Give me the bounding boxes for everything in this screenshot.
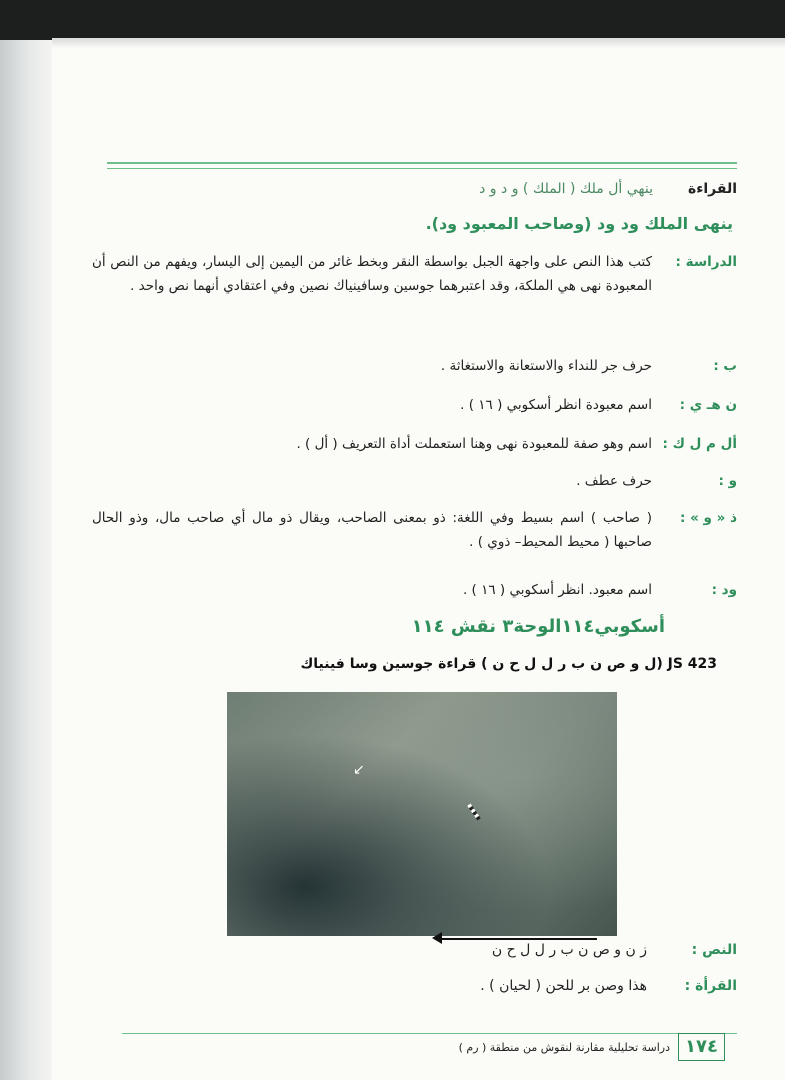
row-label: أل م ل ك : (662, 436, 737, 452)
row-text: ( صاحب ) اسم بسيط وفي اللغة: ذو بمعنى الصاحب، ويقال ذو مال أي صاحب مال، وذو الحال صاحبها ( محيط المحيط– ذوي ) . (92, 510, 652, 550)
row-label: و : (718, 473, 737, 489)
row-label: ود : (711, 582, 737, 598)
row-text: حرف جر للنداء والاستعانة والاستغاثة . (440, 358, 652, 374)
inscription-reference: JS 423 (ل و ص ن ب ر ل ل ح ن ) قراءة جوسين وسا فينياك (300, 656, 717, 672)
reading-row (480, 978, 737, 994)
row-label: ذ « و » : (680, 510, 737, 526)
page-footer (459, 1033, 725, 1061)
row-text: حرف عطف . (576, 473, 652, 489)
reading-header (152, 178, 737, 200)
photo-arrow-icon: ↙ (353, 762, 365, 778)
reading-label: القراءة (687, 181, 737, 197)
row-text: اسم وهو صفة للمعبودة نهى وهنا استعملت أداة التعريف ( أل ) . (296, 436, 652, 452)
meaning-heading: ينهى الملك ود ود (وصاحب المعبود ود). (425, 214, 733, 233)
row-text: كتب هذا النص على واجهة الجبل بواسطة النقر وبخط غائر من اليمين إلى اليسار، ويفهم من النص أن المعبودة نهى هي الملكة، وقد اعتبرهما جوسين وسافينياك نصين وفي اعتقادي أنهما نص واحد . (92, 254, 652, 294)
row-label: ن هـ ي : (679, 397, 737, 413)
page-number: ١٧٤ (678, 1033, 725, 1061)
reading-value: هذا وصن بر للحن ( لحيان ) . (480, 978, 647, 994)
page-edge (52, 38, 785, 48)
section-title: أسكوبي١١٤الوحة٣ نقش ١١٤ (411, 616, 665, 637)
row-almlk (92, 432, 737, 456)
reading-text: ينهي أل ملك ( الملك ) و د و د (479, 181, 653, 197)
top-rule-thin (107, 168, 737, 169)
book-page (52, 38, 785, 1080)
direction-arrow-line (437, 938, 597, 940)
row-label: الدراسة : (675, 254, 737, 270)
reading-label-bottom: القرأة : (684, 978, 737, 994)
text-label: النص : (691, 942, 737, 958)
row-nhy (92, 393, 737, 417)
inscription-photo (227, 692, 617, 936)
direction-arrow-icon (432, 932, 442, 944)
study-row (92, 250, 737, 298)
row-waw (92, 469, 737, 493)
text-row (492, 942, 737, 958)
row-dhu (92, 506, 737, 554)
row-text: اسم معبود. انظر أسكوبي ( ١٦ ) . (462, 582, 652, 598)
top-rule (107, 162, 737, 164)
row-text: اسم معبودة انظر أسكوبي ( ١٦ ) . (460, 397, 652, 413)
row-wd (92, 578, 737, 602)
footer-title: دراسة تحليلية مقارنة لنقوش من منطقة ( رم ) (458, 1040, 671, 1054)
book-spine (0, 40, 52, 1080)
row-ba (92, 354, 737, 378)
photo-scale-bar (467, 803, 481, 820)
text-value: ز ن و ص ن ب ر ل ل ح ن (491, 942, 647, 958)
row-label: ب : (713, 358, 737, 374)
